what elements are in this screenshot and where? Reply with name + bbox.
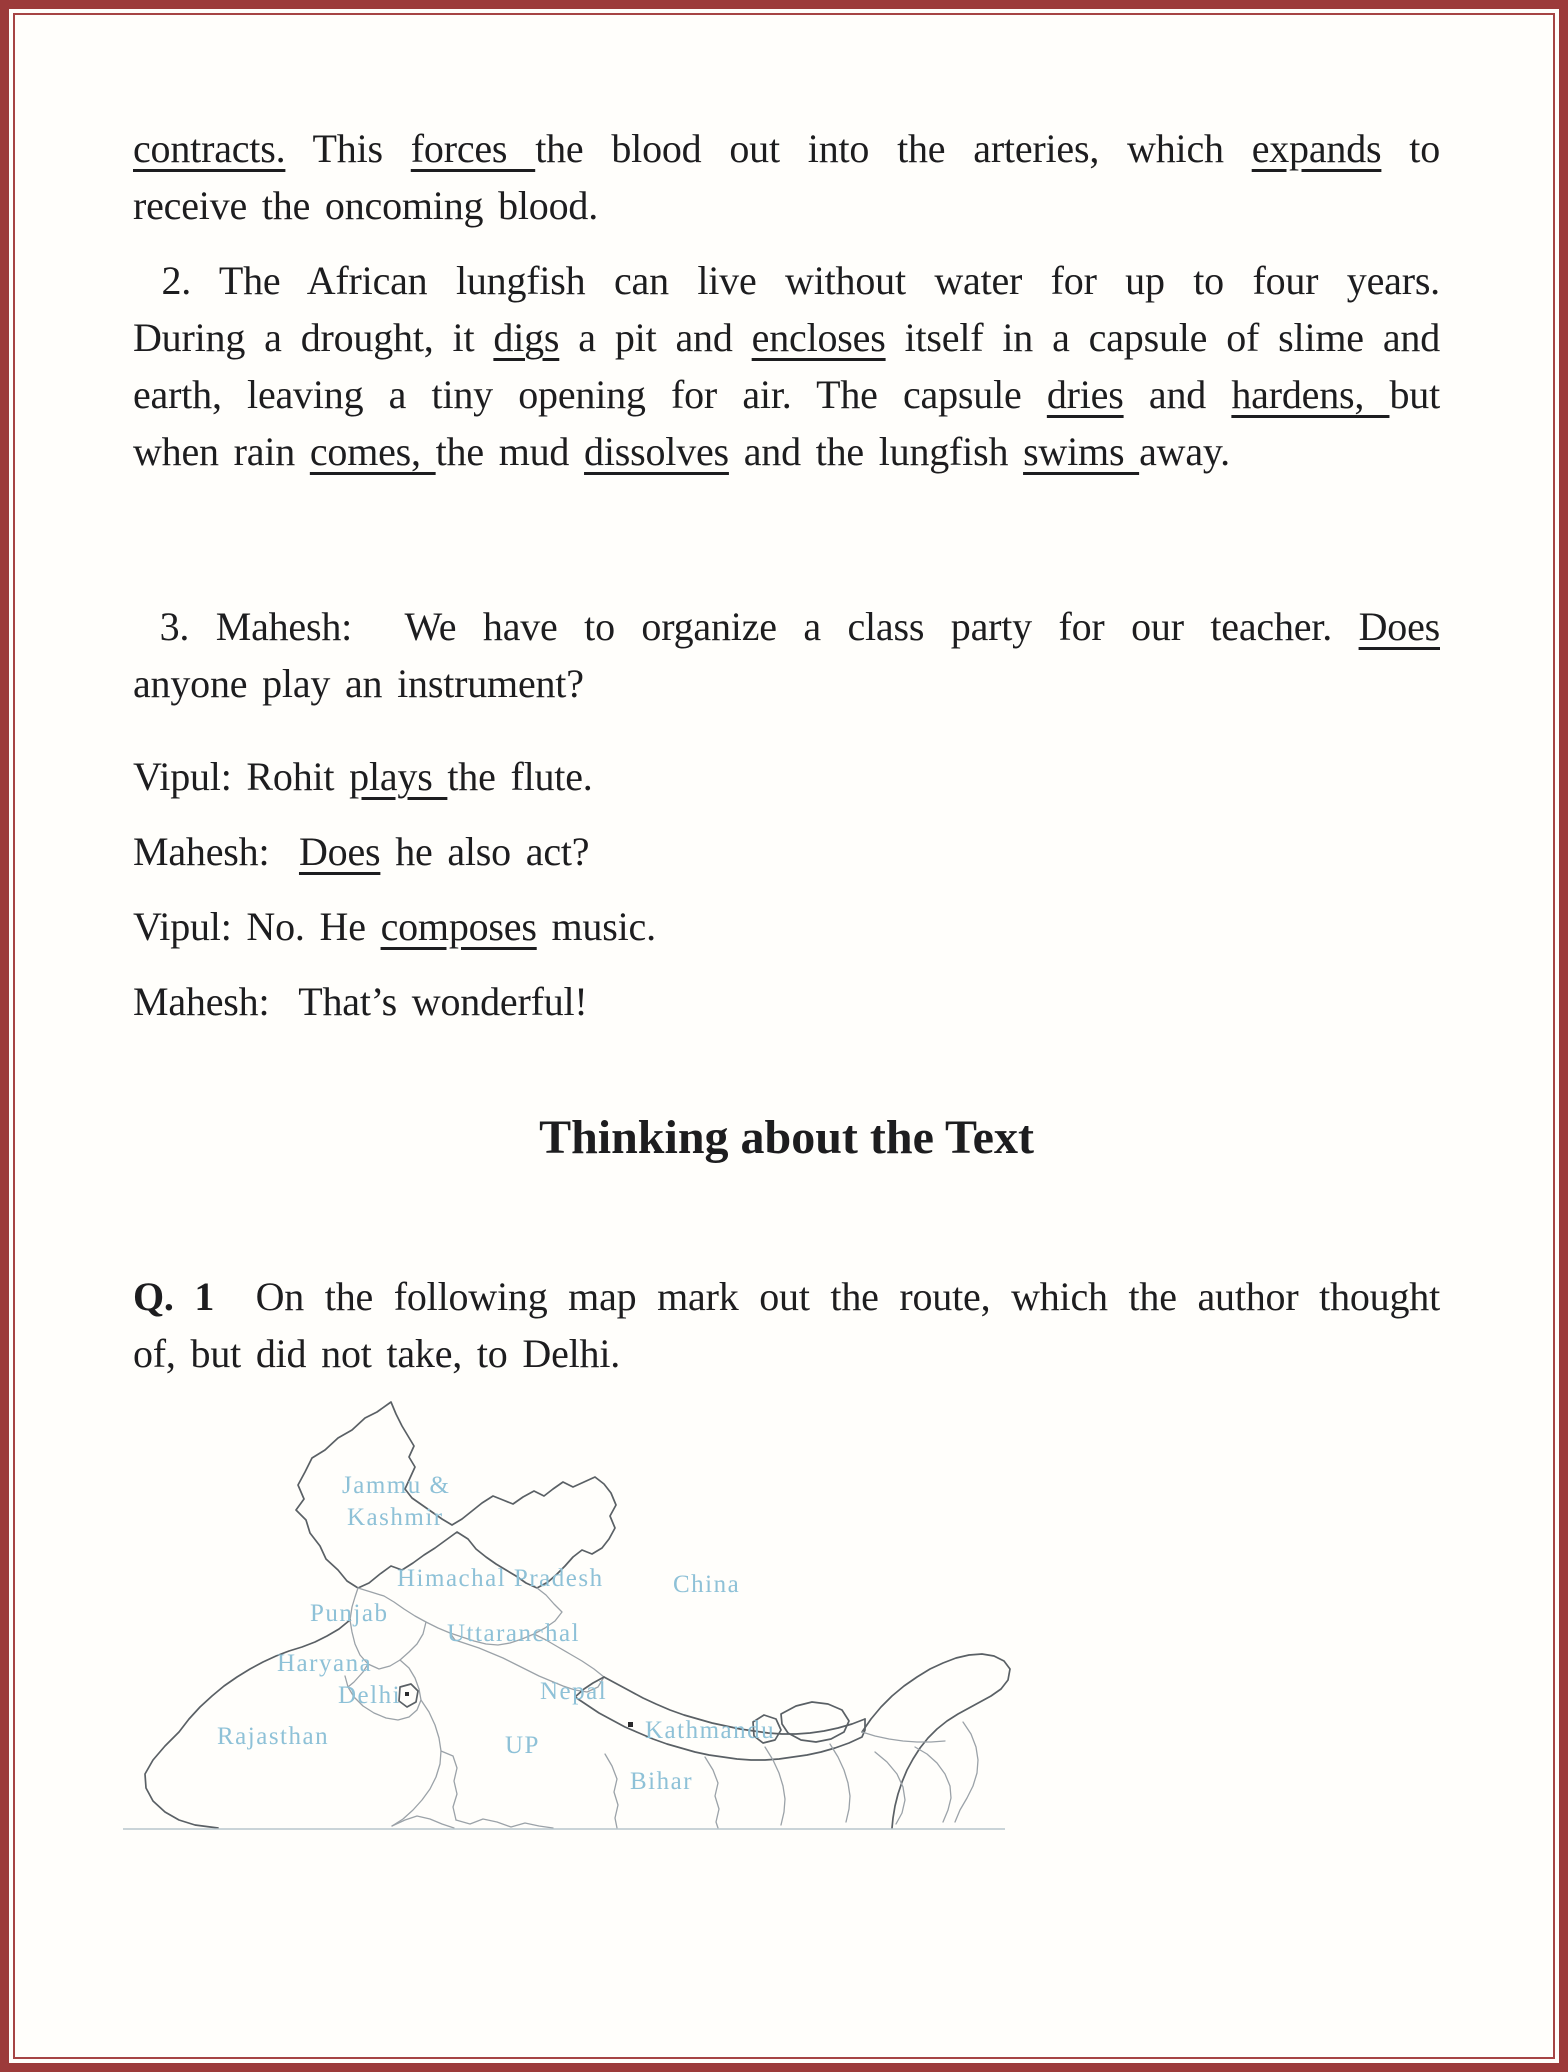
text-line — [133, 120, 1440, 177]
text-segment: Mahesh: That’s wonderful! — [133, 979, 588, 1024]
text-line — [133, 898, 1440, 955]
map-border-central-south — [392, 1816, 553, 1828]
text-segment: 2. The African lungfish can live without water for up to four years. — [133, 258, 1440, 303]
map-region-bhutan — [781, 1702, 849, 1742]
underlined-word: dissolves — [584, 429, 729, 474]
text-segment: Mahesh: — [133, 829, 299, 874]
text-line — [133, 366, 1440, 423]
text-segment: and — [1123, 372, 1232, 417]
dialogue-line-mahesh-3 — [133, 973, 1440, 1030]
map-label-uttaranchal: Uttaranchal — [447, 1620, 581, 1647]
text-segment: itself in a capsule of slime and — [885, 315, 1440, 360]
map-label-nepal: Nepal — [540, 1678, 608, 1705]
text-segment: the blood out into the arteries, which — [535, 126, 1252, 171]
text-segment: he also act? — [380, 829, 590, 874]
map-border-rajasthan-east — [392, 1700, 441, 1826]
text-line — [133, 1268, 1440, 1325]
map-border-bihar-east — [705, 1757, 719, 1828]
text-segment: to — [1381, 126, 1440, 171]
underlined-word: hardens, — [1231, 372, 1390, 417]
text-segment: the mud — [435, 429, 585, 474]
underlined-word: composes — [380, 904, 537, 949]
paragraph-contracts — [133, 120, 1440, 234]
underlined-word: plays — [349, 754, 448, 799]
underlined-word: comes, — [309, 429, 436, 474]
text-segment: and the lungfish — [728, 429, 1024, 474]
map-border-up-west — [441, 1751, 457, 1820]
text-segment: when rain — [133, 429, 310, 474]
delhi-dot — [405, 1692, 409, 1696]
text-line — [133, 655, 1440, 712]
map-label-kathmandu: Kathmandu — [645, 1717, 776, 1744]
map-svg — [105, 1392, 1015, 1838]
text-segment: anyone play an instrument? — [133, 661, 584, 706]
text-segment: Vipul: Rohit — [133, 754, 350, 799]
map-label-china: China — [673, 1571, 741, 1598]
dialogue-line-vipul-1 — [133, 748, 1440, 805]
text-segment: Q. 1 — [133, 1274, 215, 1319]
map-label-punjab: Punjab — [310, 1600, 389, 1627]
text-line — [133, 423, 1440, 480]
text-segment: receive the oncoming blood. — [133, 183, 599, 228]
text-line — [133, 252, 1440, 309]
text-line — [133, 823, 1440, 880]
map-label-delhi: Delhi — [338, 1682, 402, 1709]
underlined-word: Does — [298, 829, 381, 874]
underlined-word: forces — [410, 126, 536, 171]
kathmandu-dot — [628, 1722, 633, 1727]
dialogue-line-mahesh-2 — [133, 823, 1440, 880]
text-line — [133, 748, 1440, 805]
map-region-west-bengal — [765, 1744, 850, 1825]
map-label-up: UP — [505, 1732, 540, 1759]
underlined-word: contracts. — [133, 126, 286, 171]
india-outline-map — [105, 1392, 1015, 1838]
underlined-word: digs — [493, 315, 560, 360]
text-line — [133, 973, 1440, 1030]
map-label-jammu-line2: Kashmir — [347, 1504, 444, 1531]
text-line — [133, 177, 1440, 234]
text-segment: On the following map mark out the route, which the author thought — [214, 1274, 1440, 1319]
text-segment: 3. Mahesh: We have to organize a class party for our teacher. — [133, 604, 1359, 649]
underlined-word: swims — [1023, 429, 1140, 474]
text-segment: This — [285, 126, 411, 171]
text-segment: the flute. — [447, 754, 593, 799]
underlined-word: Does — [1358, 604, 1440, 649]
paragraph-mahesh-question — [133, 598, 1440, 712]
text-line — [133, 1325, 1440, 1382]
underlined-word: expands — [1251, 126, 1382, 171]
underlined-word: encloses — [751, 315, 886, 360]
text-segment: but — [1389, 372, 1440, 417]
text-line — [133, 309, 1440, 366]
text-segment: During a drought, it — [133, 315, 494, 360]
map-label-bihar: Bihar — [630, 1768, 694, 1795]
map-borders-northeast-internal — [862, 1722, 978, 1824]
text-segment: a pit and — [559, 315, 752, 360]
underlined-word: dries — [1046, 372, 1124, 417]
text-segment: music. — [536, 904, 656, 949]
text-segment: earth, leaving a tiny opening for air. The capsule — [133, 372, 1047, 417]
map-label-jammu-line1: Jammu & — [342, 1472, 451, 1499]
map-label-himachal: Himachal Pradesh — [397, 1565, 604, 1592]
map-label-rajasthan: Rajasthan — [217, 1723, 330, 1750]
map-border-up-bihar — [605, 1754, 618, 1828]
section-heading: Thinking about the Text — [539, 1111, 1034, 1164]
text-segment: of, but did not take, to Delhi. — [133, 1331, 621, 1376]
dialogue-line-vipul-2 — [133, 898, 1440, 955]
text-segment: away. — [1139, 429, 1230, 474]
map-label-haryana: Haryana — [277, 1650, 373, 1677]
question-1-text — [133, 1268, 1440, 1382]
text-segment: Vipul: No. He — [133, 904, 381, 949]
paragraph-lungfish — [133, 252, 1440, 480]
text-line — [133, 598, 1440, 655]
